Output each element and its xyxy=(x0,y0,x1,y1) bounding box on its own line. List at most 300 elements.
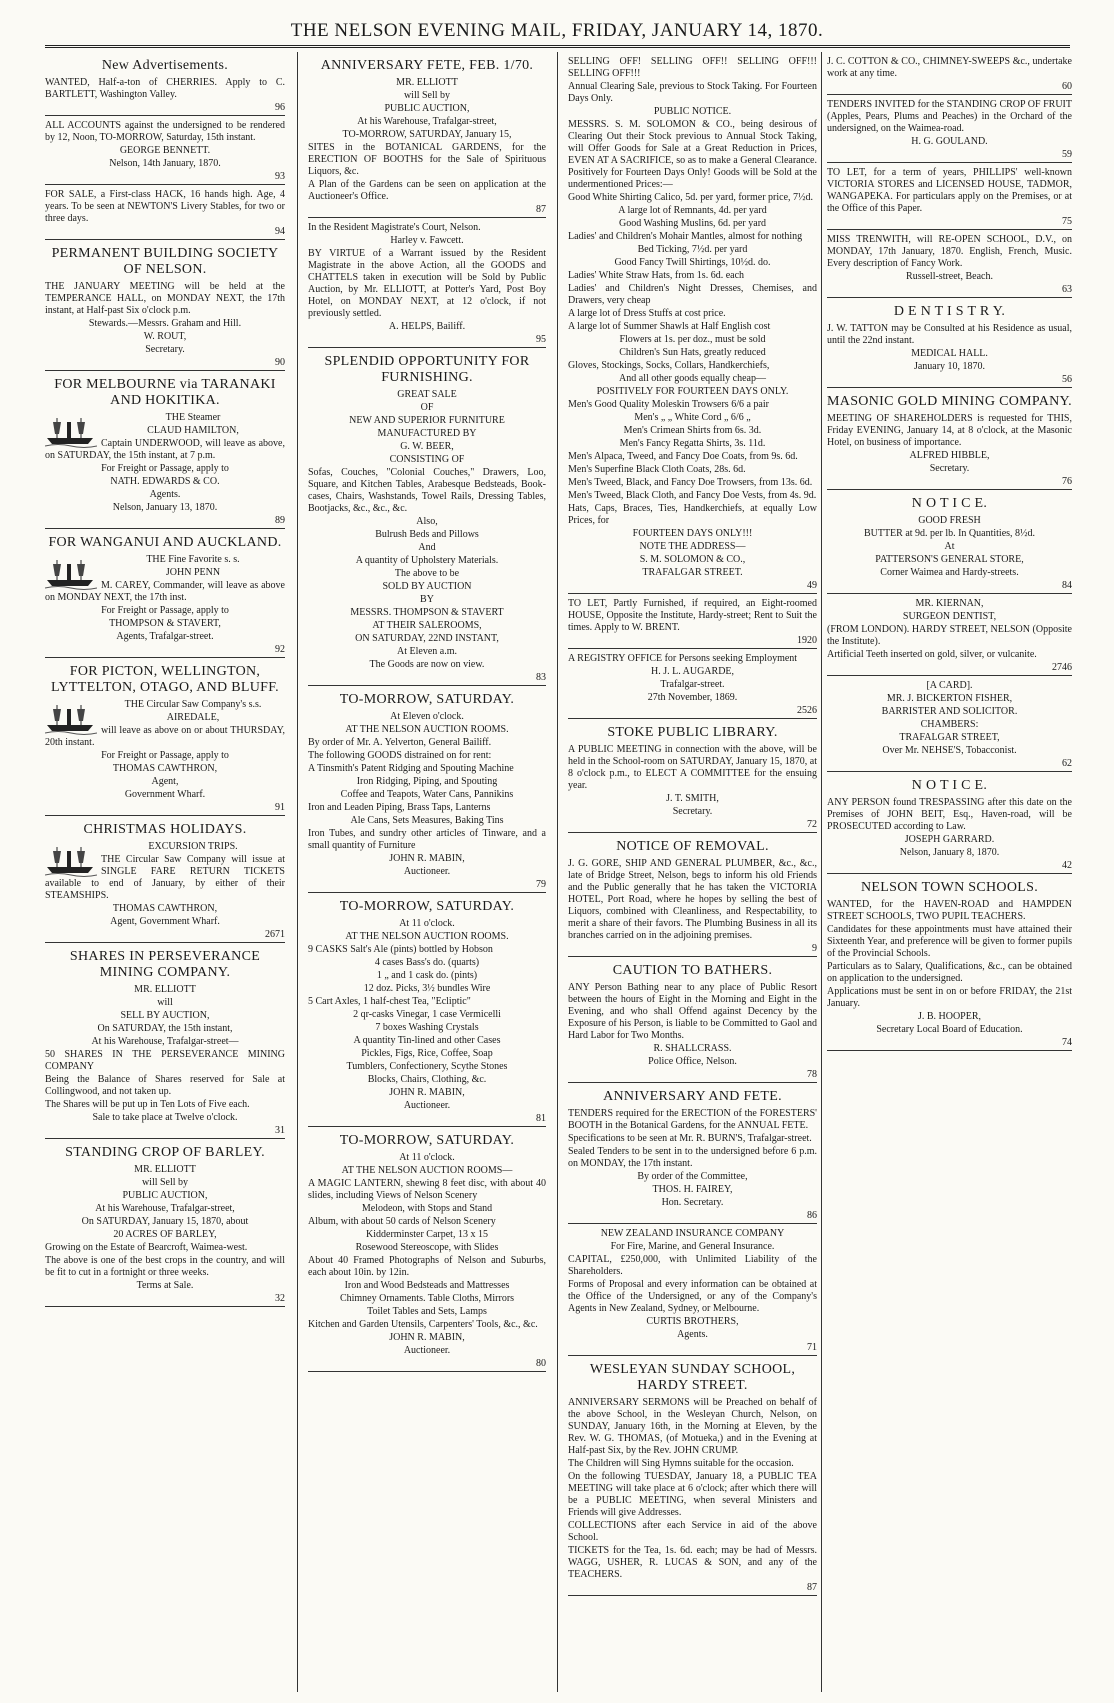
ad-text: TENDERS required for the ERECTION of the FORESTERS' BOOTH in the Botanical Gardens, for the ANNUAL FETE. xyxy=(568,1108,817,1131)
ad-number: 32 xyxy=(275,1293,285,1304)
ad-text: Good Washing Muslins, 6d. per yard xyxy=(618,218,767,229)
column-2 xyxy=(308,52,546,1692)
ad-number: 59 xyxy=(1062,149,1072,160)
ad-number: 93 xyxy=(275,171,285,182)
ad-text: ON SATURDAY, 22ND INSTANT, xyxy=(355,633,499,644)
ad-text: BY xyxy=(420,594,434,605)
ad-text: MESSRS. THOMPSON & STAVERT xyxy=(350,607,504,618)
ad-text: At xyxy=(944,541,955,552)
ad-text: Ladies' and Children's Mohair Mantles, almost for nothing xyxy=(568,231,803,242)
ad-text: Bed Ticking, 7½d. per yard xyxy=(637,244,748,255)
advertisement xyxy=(568,833,817,957)
ad-text: ALFRED HIBBLE, xyxy=(909,450,990,461)
ad-text: OF xyxy=(420,402,434,413)
ad-number: 56 xyxy=(1062,374,1072,385)
ad-text: [A CARD]. xyxy=(926,680,973,691)
ad-text: On the following TUESDAY, January 18, a PUBLIC TEA MEETING will take place at 6 o'clock; after which there will be a PUBLIC MEETING, when several Ministers and Friends will give Addresses. xyxy=(568,1471,817,1518)
ad-text: Artificial Teeth inserted on gold, silver, or vulcanite. xyxy=(827,649,1037,660)
ad-text: J. C. COTTON & CO., CHIMNEY-SWEEPS &c., undertake work at any time. xyxy=(827,56,1072,79)
advertisement xyxy=(45,529,285,658)
ad-text: H. G. GOULAND. xyxy=(911,136,988,147)
ad-text: Sealed Tenders to be sent in to the undersigned before 6 p.m. on MONDAY, the 17th instant. xyxy=(568,1146,817,1169)
column-divider xyxy=(821,52,822,1692)
ad-text: Ale Cans, Sets Measures, Baking Tins xyxy=(350,815,504,826)
advertisement xyxy=(827,490,1072,594)
ad-number: 84 xyxy=(1062,580,1072,591)
advertisement xyxy=(308,1127,546,1372)
column-divider xyxy=(557,52,558,1692)
ad-text: Men's Tweed, Black, and Fancy Doe Trowsers, from 13s. 6d. xyxy=(568,477,813,488)
ad-text: MR. ELLIOTT xyxy=(134,984,196,995)
ad-text: Hon. Secretary. xyxy=(661,1197,724,1208)
ad-text: Ladies' and Children's Night Dresses, Chemises, and Drawers, very cheap xyxy=(568,283,817,306)
ad-text: NATH. EDWARDS & CO. xyxy=(110,476,220,487)
ad-text: PUBLIC AUCTION, xyxy=(122,1190,208,1201)
ad-number: 60 xyxy=(1062,81,1072,92)
ad-text: TO LET, for a term of years, PHILLIPS' well-known VICTORIA STORES and LICENSED HOUSE, TADMOR, WANGAPEKA. For particulars apply on the Premises, or at the Office of this Paper. xyxy=(827,167,1072,214)
ad-text: GEORGE BENNETT. xyxy=(119,145,211,156)
ad-text: TO-MORROW, SATURDAY, January 15, xyxy=(342,129,512,140)
ad-text: Children's Sun Hats, greatly reduced xyxy=(619,347,766,358)
ad-text: ANY Person Bathing near to any place of Public Resort between the hours of Eight in the Morning and Eight in the Evening, and who shall Offend against Decency by the Exposure of his Person, is liable to be Committed to Gaol and Hard Labor for Two Months. xyxy=(568,982,817,1041)
ad-number: 80 xyxy=(536,1358,546,1369)
ad-text: By order of the Committee, xyxy=(637,1171,748,1182)
ad-text: WANTED, for the HAVEN-ROAD and HAMPDEN STREET SCHOOLS, TWO PUPIL TEACHERS. xyxy=(827,899,1072,922)
ad-text: R. SHALLCRASS. xyxy=(653,1043,732,1054)
ad-text: S. M. SOLOMON & CO., xyxy=(639,554,746,565)
ad-text: And all other goods equally cheap— xyxy=(619,373,766,384)
ad-number: 78 xyxy=(807,1069,817,1080)
ad-number: 1920 xyxy=(797,635,817,646)
ad-text: will xyxy=(157,997,173,1008)
ad-text: Iron and Leaden Piping, Brass Taps, Lanterns xyxy=(308,802,491,813)
ad-text: At 11 o'clock. xyxy=(399,1152,455,1163)
ad-text: The above is one of the best crops in the country, and will be fit to cut in a fortnight or three weeks. xyxy=(45,1255,285,1278)
ad-text: SELLING OFF! SELLING OFF!! SELLING OFF!!! SELLING OFF!!! xyxy=(568,56,817,79)
ad-text: BY VIRTUE of a Warrant issued by the Resident Magistrate in the above Action, all the GOODS and CHATTELS taken in execution will be Sold by Public Auction, by Mr. ELLIOTT, at Potter's Yard, Post Boy Hotel, on MONDAY NEXT, at 12 o'clock, if not previously settled. xyxy=(308,248,546,319)
steamship-icon xyxy=(45,843,97,877)
ad-text: CLAUD HAMILTON, xyxy=(147,425,239,436)
ad-text: At Eleven a.m. xyxy=(397,646,457,657)
ad-text: Men's Good Quality Moleskin Trowsers 6/6 a pair xyxy=(568,399,769,410)
ad-text: JOHN R. MABIN, xyxy=(389,1332,465,1343)
ad-heading: PERMANENT BUILDING SOCIETY OF NELSON. xyxy=(51,246,279,277)
ad-text: TRAFALGAR STREET, xyxy=(899,732,1000,743)
ad-text: 1 „ and 1 cask do. (pints) xyxy=(376,970,478,981)
ad-text: A REGISTRY OFFICE for Persons seeking Employment xyxy=(568,653,798,664)
ad-text: Rosewood Stereoscope, with Slides xyxy=(355,1242,499,1253)
ad-heading: TO-MORROW, SATURDAY. xyxy=(339,899,515,914)
ad-text: Secretary. xyxy=(145,344,185,355)
ad-text: On SATURDAY, January 15, 1870, about xyxy=(81,1216,249,1227)
ad-text: Agent, xyxy=(151,776,179,787)
column-1 xyxy=(45,52,285,1692)
advertisement xyxy=(568,1356,817,1596)
ad-text: Iron and Wood Bedsteads and Mattresses xyxy=(344,1280,510,1291)
ad-number: 86 xyxy=(807,1210,817,1221)
advertisement xyxy=(568,649,817,719)
advertisement xyxy=(827,230,1072,298)
ad-text: Stewards.—Messrs. Graham and Hill. xyxy=(88,318,242,329)
ad-text: Corner Waimea and Hardy-streets. xyxy=(880,567,1019,578)
ad-text: FOR SALE, a First-class HACK, 16 hands high. Age, 4 years. To be seen at NEWTON'S Livery Stables, for two or three days. xyxy=(45,189,285,224)
ad-text: Particulars as to Salary, Qualifications, &c., can be obtained on application to the undersigned. xyxy=(827,961,1072,984)
ad-text: Agents. xyxy=(149,489,181,500)
ad-text: JOHN R. MABIN, xyxy=(389,853,465,864)
ad-text: CURTIS BROTHERS, xyxy=(646,1316,739,1327)
ad-number: 87 xyxy=(807,1582,817,1593)
advertisement xyxy=(568,1083,817,1224)
ad-text: 5 Cart Axles, 1 half-chest Tea, "Ecliptic" xyxy=(308,996,471,1007)
ad-text: GOOD FRESH xyxy=(918,515,981,526)
advertisement xyxy=(827,52,1072,95)
ad-text: MESSRS. S. M. SOLOMON & CO., being desirous of Clearing Out their Stock previous to Annual Stock Taking, will Offer Goods for Sale at a Great Reduction in Prices, EVEN AT A SACRIFICE, so as to make a General Clearance. Positively for Fourteen Days Only! Goods will be Sold at the undermentioned Prices:— xyxy=(568,119,817,190)
ad-text: (FROM LONDON). HARDY STREET, NELSON (Opposite the Institute). xyxy=(827,624,1072,647)
ad-text: Captain UNDERWOOD, will leave as above, on SATURDAY, the 15th instant, at 7 p.m. xyxy=(45,438,285,461)
ad-text: 7 boxes Washing Crystals xyxy=(375,1022,479,1033)
advertisement xyxy=(568,957,817,1083)
advertisement xyxy=(568,52,817,594)
ad-text: Men's Crimean Shirts from 6s. 3d. xyxy=(623,425,762,436)
ad-text: In the Resident Magistrate's Court, Nelson. xyxy=(308,222,481,233)
ad-text: At 11 o'clock. xyxy=(399,918,455,929)
ad-text: Album, with about 50 cards of Nelson Scenery xyxy=(308,1216,496,1227)
ad-number: 94 xyxy=(275,226,285,237)
ad-number: 76 xyxy=(1062,476,1072,487)
ad-text: Men's Alpaca, Tweed, and Fancy Doe Coats, from 9s. 6d. xyxy=(568,451,798,462)
advertisement xyxy=(568,719,817,833)
ad-text: JOHN PENN xyxy=(165,567,221,578)
ad-text: For Freight or Passage, apply to xyxy=(101,605,229,616)
ad-text: For Freight or Passage, apply to xyxy=(101,463,229,474)
ad-text: Tumblers, Confectionery, Scythe Stones xyxy=(346,1061,508,1072)
ad-text: Government Wharf. xyxy=(124,789,206,800)
ad-number: 89 xyxy=(275,515,285,526)
ad-text: Gloves, Stockings, Socks, Collars, Handkerchiefs, xyxy=(568,360,770,371)
ad-text: Over Mr. NEHSE'S, Tobacconist. xyxy=(882,745,1017,756)
ad-text: THOMAS CAWTHRON, xyxy=(112,903,218,914)
ad-text: Chimney Ornaments. Table Cloths, Mirrors xyxy=(339,1293,515,1304)
advertisement xyxy=(827,388,1072,490)
ad-text: Being the Balance of Shares reserved for Sale at Collingwood, and not taken up. xyxy=(45,1074,285,1097)
ad-text: MEETING OF SHAREHOLDERS is requested for THIS, Friday EVENING, January 14, at 8 o'clock, at the Masonic Hotel, on business of importance. xyxy=(827,413,1072,448)
ad-text: By order of Mr. A. Yelverton, General Bailiff. xyxy=(308,737,492,748)
ad-number: 91 xyxy=(275,802,285,813)
ad-number: 96 xyxy=(275,102,285,113)
ad-text: Secretary. xyxy=(672,806,713,817)
advertisement xyxy=(45,116,285,185)
advertisement xyxy=(568,594,817,649)
ad-number: 74 xyxy=(1062,1037,1072,1048)
ad-text: TICKETS for the Tea, 1s. 6d. each; may be had of Messrs. WAGG, USHER, R. LUCAS & SON, and any of the TEACHERS. xyxy=(568,1545,817,1580)
ad-text: SITES in the BOTANICAL GARDENS, for the ERECTION OF BOOTHS for the Sale of Spirituous Liquors, &c. xyxy=(308,142,546,177)
ad-text: WANTED, Half-a-ton of CHERRIES. Apply to C. BARTLETT, Washington Valley. xyxy=(45,77,285,100)
ad-text: AT THE NELSON AUCTION ROOMS. xyxy=(345,724,509,735)
ad-text: THE Circular Saw Company will issue at SINGLE FARE RETURN TICKETS available to end of January, by either of their STEAMSHIPS. xyxy=(45,854,285,901)
ad-text: 20 ACRES OF BARLEY, xyxy=(113,1229,217,1240)
ad-heading: STANDING CROP OF BARLEY. xyxy=(65,1145,265,1160)
ad-heading: FOR PICTON, WELLINGTON, LYTTELTON, OTAGO, AND BLUFF. xyxy=(51,664,279,695)
ad-heading: FOR WANGANUI AND AUCKLAND. xyxy=(48,535,282,550)
ad-number: 81 xyxy=(536,1113,546,1124)
ad-text: Good Fancy Twill Shirtings, 10½d. do. xyxy=(614,257,771,268)
advertisement xyxy=(308,893,546,1127)
ad-text: will Sell by xyxy=(403,90,451,101)
ad-text: Kidderminster Carpet, 13 x 15 xyxy=(366,1229,488,1240)
ad-text: January 10, 1870. xyxy=(913,361,986,372)
ad-text: SOLD BY AUCTION xyxy=(382,581,472,592)
advertisement xyxy=(827,676,1072,772)
advertisement xyxy=(308,686,546,893)
ad-text: Sofas, Couches, "Colonial Couches," Drawers, Loo, Square, and Kitchen Tables, Arabesque Bedsteads, Book-cases, Chairs, Washstands, Towel Rails, Dressing Tables, Bootjacks, &c., &c., &c. xyxy=(308,467,546,514)
ad-text: SELL BY AUCTION, xyxy=(120,1010,210,1021)
ad-text: THE Fine Favorite s. s. xyxy=(146,554,240,565)
ad-text: Good White Shirting Calico, 5d. per yard, former price, 7½d. xyxy=(568,192,814,203)
advertisement xyxy=(45,185,285,240)
ad-number: 62 xyxy=(1062,758,1072,769)
ad-text: will leave as above on or about THURSDAY, 20th instant. xyxy=(45,725,285,748)
ad-text: At his Warehouse, Trafalgar-street, xyxy=(95,1203,235,1214)
ad-heading: MASONIC GOLD MINING COMPANY. xyxy=(827,394,1072,409)
ad-text: A quantity Tin-lined and other Cases xyxy=(353,1035,501,1046)
ad-text: will Sell by xyxy=(141,1177,189,1188)
ad-text: CONSISTING OF xyxy=(389,454,465,465)
ad-number: 90 xyxy=(275,357,285,368)
advertisement xyxy=(308,218,546,348)
ad-number: 63 xyxy=(1062,284,1072,295)
ad-text: THE Steamer xyxy=(165,412,221,423)
ad-text: MR. ELLIOTT xyxy=(134,1164,196,1175)
ad-text: A large lot of Remnants, 4d. per yard xyxy=(618,205,767,216)
ad-text: 27th November, 1869. xyxy=(647,692,738,703)
column-3-lower xyxy=(568,594,817,1596)
ad-text: The Children will Sing Hymns suitable for the occasion. xyxy=(568,1458,794,1469)
ad-text: Trafalgar-street. xyxy=(660,679,725,690)
ad-heading: ANNIVERSARY AND FETE. xyxy=(603,1089,782,1104)
ad-text: CHAMBERS: xyxy=(920,719,979,730)
advertisement xyxy=(45,52,285,116)
advertisement xyxy=(827,163,1072,230)
ad-text: At Eleven o'clock. xyxy=(390,711,464,722)
ad-text: On SATURDAY, the 15th instant, xyxy=(97,1023,233,1034)
ad-text: NEW AND SUPERIOR FURNITURE xyxy=(349,415,505,426)
advertisement xyxy=(308,348,546,686)
advertisement xyxy=(45,371,285,529)
advertisement xyxy=(45,658,285,816)
ad-text: Hats, Caps, Braces, Ties, Handkerchiefs, at equally Low Prices, for xyxy=(568,503,817,526)
ad-text: Forms of Proposal and every information can be obtained at the Office of the Undersigned, or any of the Company's Agents in New Zealand, Sydney, or Melbourne. xyxy=(568,1279,817,1314)
steamship-icon xyxy=(45,414,97,448)
ad-text: Growing on the Estate of Bearcroft, Waimea-west. xyxy=(45,1242,248,1253)
ad-text: Annual Clearing Sale, previous to Stock Taking. For Fourteen Days Only. xyxy=(568,81,817,104)
advertisement xyxy=(827,298,1072,388)
ad-text: For Freight or Passage, apply to xyxy=(101,750,229,761)
ad-text: Ladies' White Straw Hats, from 1s. 6d. each xyxy=(568,270,745,281)
ad-text: SURGEON DENTIST, xyxy=(902,611,997,622)
ad-text: Kitchen and Garden Utensils, Carpenters' Tools, &c., &c. xyxy=(308,1319,538,1330)
ad-text: AT THE NELSON AUCTION ROOMS. xyxy=(345,931,509,942)
advertisement xyxy=(45,943,285,1139)
ad-text: W. ROUT, xyxy=(143,331,187,342)
ad-text: The above to be xyxy=(394,568,460,579)
ad-text: For Fire, Marine, and General Insurance. xyxy=(610,1241,775,1252)
ad-number: 9 xyxy=(812,943,817,954)
ad-text: Toilet Tables and Sets, Lamps xyxy=(367,1306,487,1317)
ad-text: MISS TRENWITH, will RE-OPEN SCHOOL, D.V., on MONDAY, 17th January, 1870. English, French, Music. Every description of Fancy Work. xyxy=(827,234,1072,269)
ad-number: 31 xyxy=(275,1125,285,1136)
ad-heading: CAUTION TO BATHERS. xyxy=(612,963,773,978)
column-4 xyxy=(827,52,1072,1692)
ad-text: TRAFALGAR STREET. xyxy=(642,567,743,578)
ad-text: THOMPSON & STAVERT, xyxy=(109,618,221,629)
ad-text: MR. ELLIOTT xyxy=(396,77,458,88)
ad-text: Melodeon, with Stops and Stand xyxy=(361,1203,493,1214)
ad-text: Bulrush Beds and Pillows xyxy=(375,529,479,540)
masthead-rule xyxy=(45,45,1070,50)
ad-text: Specifications to be seen at Mr. R. BURN'S, Trafalgar-street. xyxy=(568,1133,812,1144)
ad-text: AIREDALE, xyxy=(166,712,220,723)
ad-text: J. T. SMITH, xyxy=(666,793,719,804)
ad-text: A MAGIC LANTERN, shewing 8 feet disc, with about 40 slides, including Views of Nelson Scenery xyxy=(308,1178,546,1201)
ad-text: 2 qr-casks Vinegar, 1 case Vermicelli xyxy=(353,1009,501,1020)
ad-text: BARRISTER AND SOLICITOR. xyxy=(881,706,1018,717)
ad-text: NOTE THE ADDRESS— xyxy=(639,541,746,552)
ad-heading: ANNIVERSARY FETE, FEB. 1/70. xyxy=(320,58,534,73)
ad-text: 4 cases Bass's do. (quarts) xyxy=(374,957,480,968)
ad-text: The following GOODS distrained on for rent: xyxy=(308,750,492,761)
advertisement xyxy=(45,816,285,943)
ad-text: A. HELPS, Bailiff. xyxy=(388,321,466,332)
ad-text: Harley v. Fawcett. xyxy=(390,235,464,246)
ad-heading: N O T I C E. xyxy=(911,496,988,511)
ad-text: A PUBLIC MEETING in connection with the above, will be held in the School-room on SATURDAY, January 15, 1870, at 8 o'clock p.m., to ELECT A COMMITTEE for the ensuing year. xyxy=(568,744,817,791)
ad-number: 2671 xyxy=(265,929,285,940)
ad-text: Iron Ridging, Piping, and Spouting xyxy=(356,776,498,787)
ad-text: Secretary. xyxy=(929,463,970,474)
ad-text: ANY PERSON found TRESPASSING after this date on the Premises of JOHN BEIT, Esq., Haven-road, will be PROSECUTED according to Law. xyxy=(827,797,1072,832)
ad-text: Police Office, Nelson. xyxy=(648,1056,737,1067)
ad-heading: NELSON TOWN SCHOOLS. xyxy=(861,880,1038,895)
ad-text: A large lot of Dress Stuffs at cost price. xyxy=(568,308,726,319)
ad-text: POSITIVELY FOR FOURTEEN DAYS ONLY. xyxy=(596,386,789,397)
ad-heading: SHARES IN PERSEVERANCE MINING COMPANY. xyxy=(69,949,261,980)
ad-text: MEDICAL HALL. xyxy=(911,348,988,359)
ad-number: 71 xyxy=(807,1342,817,1353)
ad-text: MR. KIERNAN, xyxy=(915,598,984,609)
ad-text: 50 SHARES IN THE PERSEVERANCE MINING COMPANY xyxy=(45,1049,285,1072)
advertisement xyxy=(827,95,1072,163)
ad-text: JOSEPH GARRARD. xyxy=(904,834,995,845)
ad-text: Agents. xyxy=(677,1329,708,1340)
ad-text: PUBLIC AUCTION, xyxy=(384,103,470,114)
ad-text: Agent, Government Wharf. xyxy=(110,916,220,927)
ad-text: At his Warehouse, Trafalgar-street— xyxy=(91,1036,239,1047)
ad-text: PATTERSON'S GENERAL STORE, xyxy=(875,554,1024,565)
ad-text: A quantity of Upholstery Materials. xyxy=(355,555,499,566)
ad-number: 72 xyxy=(807,819,817,830)
ad-text: PUBLIC NOTICE. xyxy=(653,106,732,117)
ad-text: AT THEIR SALEROOMS, xyxy=(372,620,482,631)
ad-text: J. W. TATTON may be Consulted at his Residence as usual, until the 22nd instant. xyxy=(827,323,1072,346)
steamship-icon xyxy=(45,556,97,590)
ad-heading: FOR MELBOURNE via TARANAKI AND HOKITIKA. xyxy=(54,377,276,408)
ad-number: 2746 xyxy=(1052,662,1072,673)
ad-text: 9 CASKS Salt's Ale (pints) bottled by Hobson xyxy=(308,944,493,955)
advertisement xyxy=(45,1139,285,1307)
ad-number: 87 xyxy=(536,204,546,215)
advertisement xyxy=(827,772,1072,874)
ad-text: Men's Superfine Black Cloth Coats, 28s. 6d. xyxy=(568,464,746,475)
ad-heading: N O T I C E. xyxy=(911,778,988,793)
ad-text: Iron Tubes, and sundry other articles of Tinware, and a small quantity of Furniture xyxy=(308,828,546,851)
ad-text: THOMAS CAWTHRON, xyxy=(112,763,218,774)
ad-text: Nelson, January 13, 1870. xyxy=(112,502,218,513)
ad-text: Agents, Trafalgar-street. xyxy=(116,631,214,642)
ad-text: The Goods are now on view. xyxy=(369,659,485,670)
ad-text: NEW ZEALAND INSURANCE COMPANY xyxy=(600,1228,785,1239)
ad-text: A large lot of Summer Shawls at Half English cost xyxy=(568,321,771,332)
column-3 xyxy=(568,52,817,1692)
ad-text: The Shares will be put up in Ten Lots of Five each. xyxy=(45,1099,250,1110)
ad-text: Auctioneer. xyxy=(403,1345,451,1356)
ad-text: THOS. H. FAIREY, xyxy=(652,1184,733,1195)
ad-text: TO LET, Partly Furnished, if required, an Eight-roomed HOUSE, Opposite the Institute, Hardy-street; Rent to Suit the times. Apply to W. BRENT. xyxy=(568,598,817,633)
ad-text: MR. J. BICKERTON FISHER, xyxy=(886,693,1013,704)
ad-text: CAPITAL, £250,000, with Unlimited Liability of the Shareholders. xyxy=(568,1254,817,1277)
ad-heading: D E N T I S T R Y. xyxy=(893,304,1006,319)
ad-text: ANNIVERSARY SERMONS will be Preached on behalf of the above School, in the Wesleyan Church, Nelson, on SUNDAY, January 16th, in the Morning at Eleven, by the Rev. W. G. THOMAS, (of Motueka,) and in the Evening at Half-past Six, by the Rev. JOHN CRUMP. xyxy=(568,1397,817,1456)
ad-number: 42 xyxy=(1062,860,1072,871)
ad-text: And xyxy=(418,542,436,553)
advertisement xyxy=(827,874,1072,1051)
advertisement xyxy=(827,594,1072,676)
ad-text: EXCURSION TRIPS. xyxy=(148,841,238,852)
ad-text: G. W. BEER, xyxy=(400,441,454,452)
ad-text: H. J. L. AUGARDE, xyxy=(650,666,735,677)
ad-heading: CHRISTMAS HOLIDAYS. xyxy=(83,822,247,837)
ad-text: FOURTEEN DAYS ONLY!!! xyxy=(632,528,753,539)
ad-number: 95 xyxy=(536,334,546,345)
ad-number: 2526 xyxy=(797,705,817,716)
ad-text: BUTTER at 9d. per lb. In Quantities, 8½d. xyxy=(863,528,1036,539)
ad-text: Sale to take place at Twelve o'clock. xyxy=(92,1112,238,1123)
ad-text: J. B. HOOPER, xyxy=(917,1011,982,1022)
steamship-icon xyxy=(45,701,97,735)
ad-number: 92 xyxy=(275,644,285,655)
ad-text: M. CAREY, Commander, will leave as above on MONDAY NEXT, the 17th inst. xyxy=(45,580,285,603)
ad-text: Nelson, January 8, 1870. xyxy=(899,847,1000,858)
ad-text: JOHN R. MABIN, xyxy=(389,1087,465,1098)
ad-text: COLLECTIONS after each Service in aid of the above School. xyxy=(568,1520,817,1543)
ad-heading: WESLEYAN SUNDAY SCHOOL, HARDY STREET. xyxy=(589,1362,796,1393)
ad-text: MANUFACTURED BY xyxy=(377,428,477,439)
ad-text: A Tinsmith's Patent Ridging and Spouting Machine xyxy=(308,763,514,774)
ad-text: Men's Fancy Regatta Shirts, 3s. 11d. xyxy=(619,438,766,449)
ad-number: 79 xyxy=(536,879,546,890)
ad-text: At his Warehouse, Trafalgar-street, xyxy=(357,116,497,127)
ad-text: Flowers at 1s. per doz., must be sold xyxy=(619,334,766,345)
ad-text: GREAT SALE xyxy=(397,389,457,400)
ad-text: Pickles, Figs, Rice, Coffee, Soap xyxy=(361,1048,493,1059)
ad-heading: New Advertisements. xyxy=(101,58,229,73)
ad-text: Auctioneer. xyxy=(403,1100,451,1111)
ad-text: A Plan of the Gardens can be seen on application at the Auctioneer's Office. xyxy=(308,179,546,202)
ad-text: ALL ACCOUNTS against the undersigned to be rendered by 12, Noon, TO-MORROW, Saturday, 15th instant. xyxy=(45,120,285,143)
ad-heading: NOTICE OF REMOVAL. xyxy=(616,839,769,854)
ad-text: Terms at Sale. xyxy=(136,1280,194,1291)
ad-text: J. G. GORE, SHIP AND GENERAL PLUMBER, &c., &c., late of Bridge Street, Nelson, begs to inform his old Friends and the Public generally that he has taken the VICTORIA HOTEL, Port Road, where he hopes by selling the best of Liquors, combined with Cleanliness, and Respectability, to merit a share of their favors. The Plumbing Business in all its branches carried on in the adjoining premises. xyxy=(568,858,817,941)
ad-text: About 40 Framed Photographs of Nelson and Suburbs, each about 10in. by 12in. xyxy=(308,1255,546,1278)
